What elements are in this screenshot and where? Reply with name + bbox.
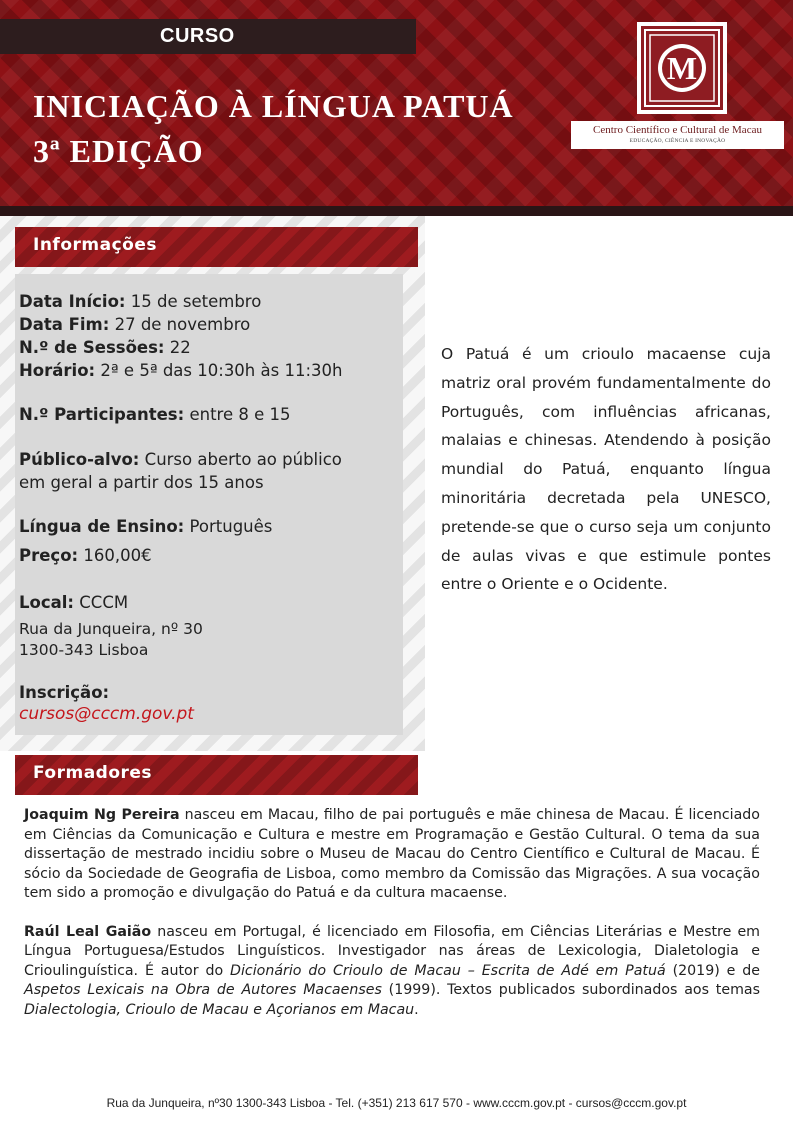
session-count: N.º de Sessões: 22 bbox=[19, 338, 191, 357]
cccm-logo bbox=[637, 22, 727, 114]
course-title: INICIAÇÃO À LÍNGUA PATUÁ bbox=[33, 88, 514, 124]
target-audience-cont: em geral a partir dos 15 anos bbox=[19, 473, 264, 492]
cccm-emblem-icon bbox=[641, 26, 723, 110]
registration-label: Inscrição: bbox=[19, 683, 110, 702]
end-date: Data Fim: 27 de novembro bbox=[19, 315, 251, 334]
teaching-language: Língua de Ensino: Português bbox=[19, 517, 273, 536]
participants: N.º Participantes: entre 8 e 15 bbox=[19, 405, 291, 424]
course-label: CURSO bbox=[160, 25, 235, 47]
logo-text-box bbox=[571, 121, 784, 149]
schedule: Horário: 2ª e 5ª das 10:30h às 11:30h bbox=[19, 361, 343, 380]
header-banner bbox=[0, 0, 793, 216]
course-description: O Patuá é um crioulo macaense cuja matriz oral provém fundamentalmente do Português, com influências africanas, malaias e chinesas. Atendendo à posição mundial do Patuá, enquanto língua minoritária decretada pela UNESCO, pretende-se que o curso seja um conjunto de aulas vivas e que estimule pontes entre o Oriente e o Ocidente. bbox=[441, 345, 771, 594]
registration-email-link[interactable]: cursos@cccm.gov.pt bbox=[19, 704, 194, 724]
organization-name: Centro Científico e Cultural de Macau bbox=[593, 124, 762, 136]
trainer-bio: Raúl Leal Gaião nasceu em Portugal, é licenciado em Filosofia, em Ciências Literárias e Mestre em Língua Portuguesa/Estudos Linguísticos. Investigador nas áreas de Lexicologia, Dialetologia e Crioulinguística. É autor do Dicionário do Crioulo de Macau – Escrita de Adé em Patuá (2019) e de Aspetos Lexicais na Obra de Autores Macaenses (1999). Textos publicados subordinados aos temas Dialectologia, Crioulo de Macau e Açorianos em Macau. bbox=[24, 923, 761, 1018]
trainer-name: Joaquim Ng Pereira bbox=[24, 807, 180, 823]
target-audience: Público-alvo: Curso aberto ao público bbox=[19, 450, 342, 469]
price: Preço: 160,00€ bbox=[19, 546, 152, 565]
address-line1: Rua da Junqueira, nº 30 bbox=[19, 620, 203, 638]
header-divider bbox=[0, 206, 793, 216]
trainers-section-title: Formadores bbox=[33, 763, 153, 783]
trainers-section-header bbox=[15, 755, 418, 795]
location: Local: CCCM bbox=[19, 593, 129, 612]
address-line2: 1300-343 Lisboa bbox=[19, 641, 149, 659]
info-section-header bbox=[15, 227, 418, 267]
info-section-title: Informações bbox=[33, 235, 157, 255]
info-panel bbox=[15, 274, 403, 735]
start-date: Data Início: 15 de setembro bbox=[19, 292, 262, 311]
trainers-text bbox=[24, 806, 760, 1039]
trainer-name: Raúl Leal Gaião bbox=[24, 923, 152, 940]
course-edition: 3ª EDIÇÃO bbox=[33, 133, 204, 169]
footer-contact: Rua da Junqueira, nº30 1300-343 Lisboa - Tel. (+351) 213 617 570 - www.cccm.gov.pt - cursos@cccm.gov.pt bbox=[106, 1096, 687, 1110]
logo-letter: M bbox=[666, 50, 698, 86]
trainer-bio: Joaquim Ng Pereira nasceu em Macau, filho de pai português e mãe chinesa de Macau. É licenciado em Ciências da Comunicação e Cultura e mestre em Programação e Gestão Cultural. O tema da sua dissertação de mestrado incidiu sobre o Museu de Macau do Centro Científico e Cultural de Macau. É sócio da Sociedade de Geografia de Lisboa, como membro da Comissão das Migrações. A sua vocação tem sido a promoção e divulgação do Patuá e da cultura macaense. bbox=[24, 807, 760, 901]
organization-tagline: EDUCAÇÃO, CIÊNCIA E INOVAÇÃO bbox=[629, 138, 726, 144]
